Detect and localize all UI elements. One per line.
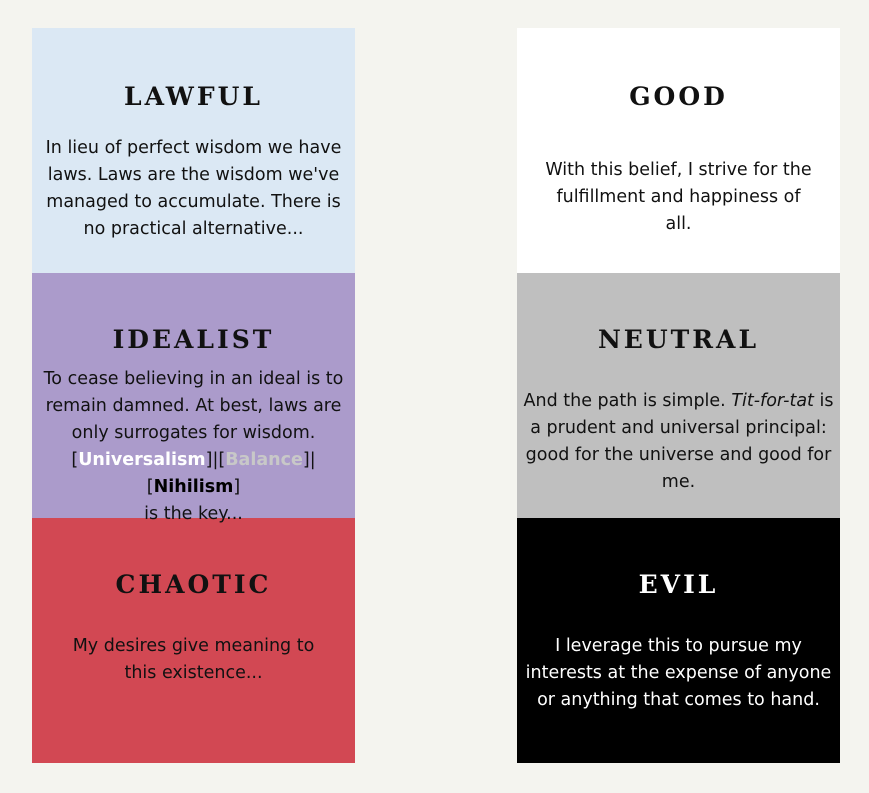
idealist-title: IDEALIST bbox=[112, 325, 275, 354]
chaotic-title: CHAOTIC bbox=[115, 570, 272, 599]
bracket-close: ] bbox=[233, 477, 241, 497]
neutral-title: NEUTRAL bbox=[597, 325, 760, 354]
good-evil-column bbox=[517, 28, 840, 763]
idealist-card bbox=[32, 273, 355, 524]
bracket-open: [ bbox=[71, 450, 79, 470]
idealist-outro-text: is the key... bbox=[144, 504, 243, 524]
neutral-description bbox=[517, 388, 840, 496]
lawful-title: LAWFUL bbox=[124, 82, 263, 111]
chaotic-description: My desires give meaning to this existence... bbox=[72, 636, 315, 683]
idealist-intro-text: To cease believing in an ideal is to remain damned. At best, laws are only surrogates for wisdom. bbox=[43, 369, 344, 443]
neutral-text-end: is a prudent and universal principal: good for the universe and good for me. bbox=[525, 391, 834, 492]
good-description: With this belief, I strive for the fulfillment and happiness of all. bbox=[545, 160, 812, 234]
idealist-description bbox=[32, 366, 355, 528]
universalism-word: Universalism bbox=[78, 450, 206, 470]
evil-title: EVIL bbox=[638, 570, 719, 599]
evil-card bbox=[517, 518, 840, 763]
lawful-description: In lieu of perfect wisdom we have laws. Laws are the wisdom we've managed to accumulate. There is no practical alternative... bbox=[45, 138, 342, 239]
good-title: GOOD bbox=[629, 82, 728, 111]
law-chaos-column bbox=[32, 28, 355, 763]
chaotic-card bbox=[32, 518, 355, 763]
nihilism-word: Nihilism bbox=[153, 477, 234, 497]
tit-for-tat-term: Tit-for-tat bbox=[731, 391, 814, 411]
balance-word: Balance bbox=[225, 450, 303, 470]
lawful-card bbox=[32, 28, 355, 273]
neutral-card bbox=[517, 273, 840, 518]
evil-description: I leverage this to pursue my interests at the expense of anyone or anything that comes to hand. bbox=[525, 636, 832, 710]
neutral-text-start: And the path is simple. bbox=[523, 391, 732, 411]
bracket-separator: ]|[ bbox=[205, 450, 226, 470]
bracket-separator: ]|[ bbox=[146, 450, 316, 497]
good-card bbox=[517, 28, 840, 273]
